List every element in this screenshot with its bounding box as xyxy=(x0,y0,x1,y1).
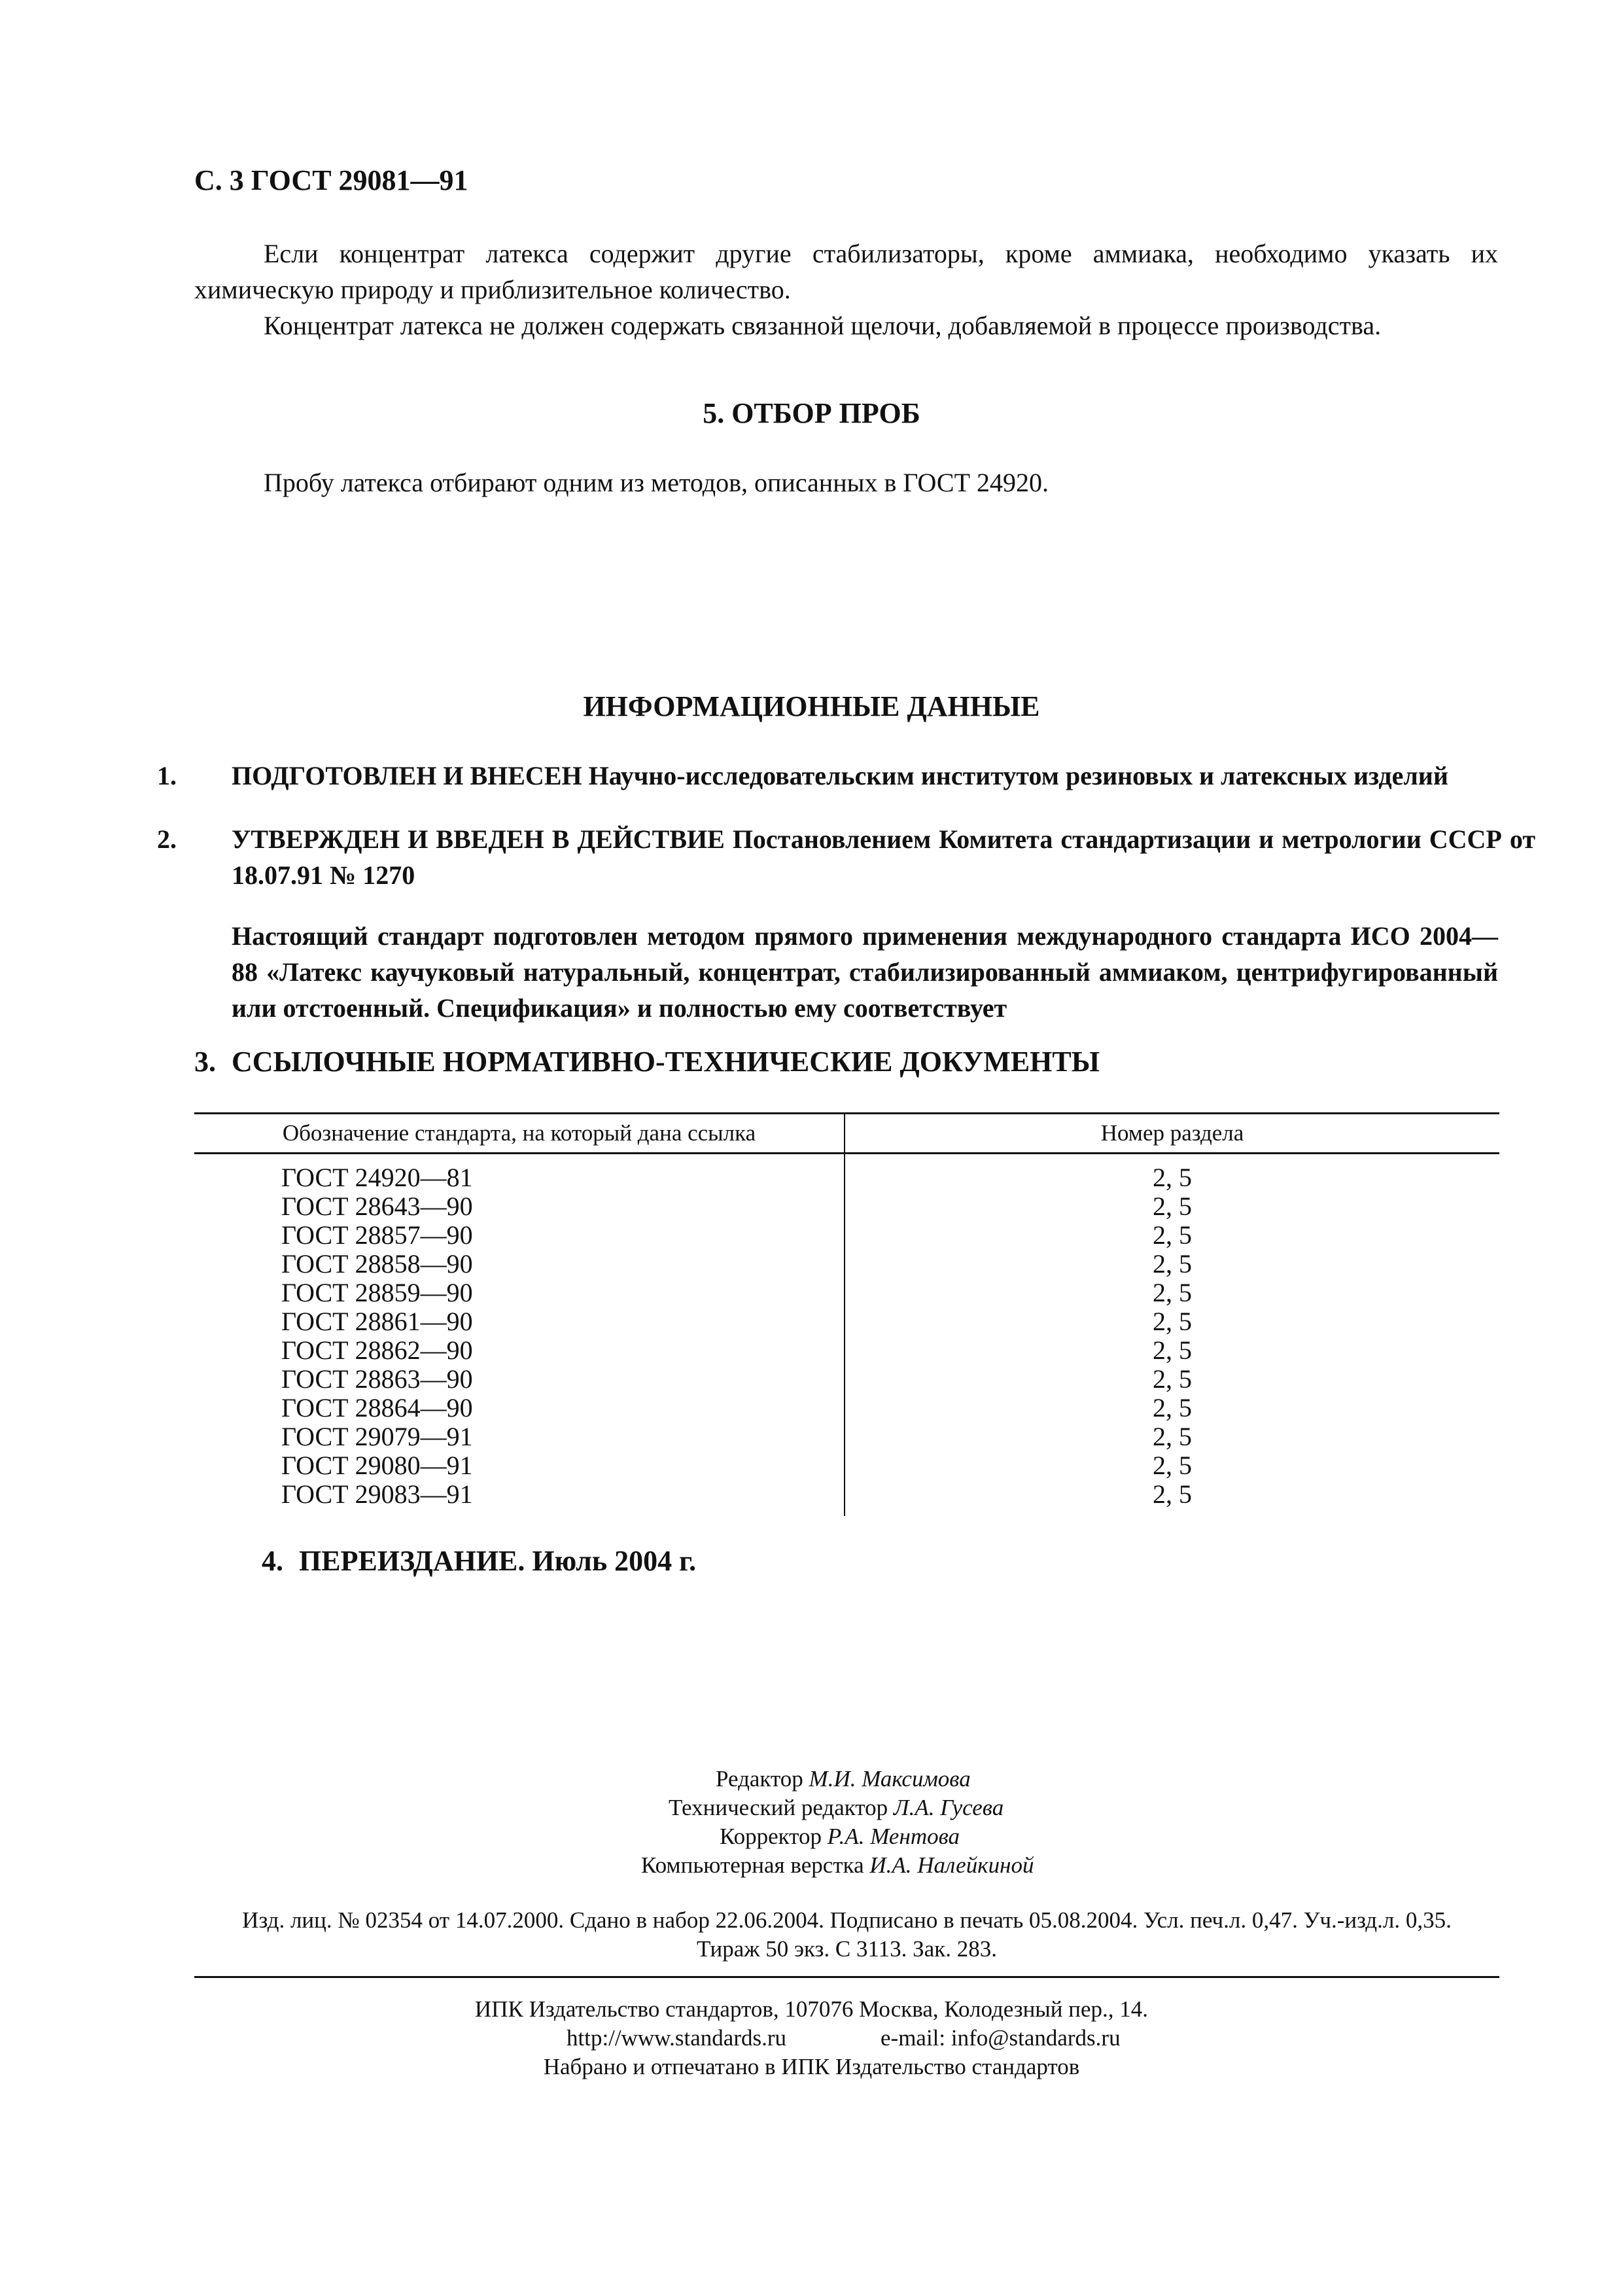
page-header: С. 3 ГОСТ 29081—91 xyxy=(194,164,468,196)
credit-editor xyxy=(716,1765,971,1793)
table-cell-designation: ГОСТ 28863—90 xyxy=(281,1364,473,1394)
table-cell-designation: ГОСТ 28862—90 xyxy=(281,1335,473,1365)
publisher-line-3: Набрано и отпечатано в ИПК Издательство стандартов xyxy=(543,2054,1080,2079)
table-cell-section: 2, 5 xyxy=(1153,1479,1192,1509)
publisher-rule xyxy=(194,1976,1499,1978)
credit-tech-editor-role: Технический редактор xyxy=(669,1795,888,1820)
table-cell-designation: ГОСТ 28864—90 xyxy=(281,1393,473,1422)
info-item-2 xyxy=(157,821,1535,893)
credit-editor-role: Редактор xyxy=(716,1766,803,1792)
table-cell-designation: ГОСТ 28643—90 xyxy=(281,1192,473,1221)
info-item-3-num: 3. xyxy=(194,1046,216,1078)
info-note: Настоящий стандарт подготовлен методом прямого применения международного стандарта ИСО 2004—88 «Латекс каучуковый натуральный, концентрат, стабилизированный аммиаком, центрифугированный или отстоенный. Спецификация» и полностью ему соответствует xyxy=(232,921,1498,1023)
section-5-text-content: Пробу латекса отбирают одним из методов, описанных в ГОСТ 24920. xyxy=(264,468,1049,497)
info-item-1 xyxy=(157,758,1535,794)
table-cell-designation: ГОСТ 29079—91 xyxy=(281,1422,473,1451)
credit-tech-editor-name: Л.А. Гусева xyxy=(893,1795,1004,1820)
paragraph-alkali xyxy=(194,308,1498,344)
info-item-1-text: ПОДГОТОВЛЕН И ВНЕСЕН Научно-исследовательским институтом резиновых и латексных изделий xyxy=(232,761,1448,790)
info-title: ИНФОРМАЦИОННЫЕ ДАННЫЕ xyxy=(583,690,1040,722)
credit-layout-name: И.А. Налейкиной xyxy=(869,1852,1034,1878)
table-cell-designation: ГОСТ 28859—90 xyxy=(281,1278,473,1307)
credit-layout xyxy=(641,1852,1034,1879)
section-5-text xyxy=(194,465,1498,501)
publisher-email[interactable]: e-mail: info@standards.ru xyxy=(881,2025,1121,2051)
table-header-designation: Обозначение стандарта, на который дана ссылка xyxy=(282,1120,756,1146)
table-header-rule xyxy=(194,1152,1499,1154)
table-cell-section: 2, 5 xyxy=(1153,1192,1192,1221)
table-cell-designation: ГОСТ 29083—91 xyxy=(281,1479,473,1509)
info-item-3 xyxy=(194,1045,1100,1078)
credit-proofreader-name: Р.А. Ментова xyxy=(827,1824,960,1849)
info-item-4-num: 4. xyxy=(262,1545,283,1577)
table-cell-section: 2, 5 xyxy=(1153,1278,1192,1307)
section-5-title: 5. ОТБОР ПРОБ xyxy=(703,397,920,429)
table-cell-designation: ГОСТ 24920—81 xyxy=(281,1163,473,1192)
table-cell-section: 2, 5 xyxy=(1153,1364,1192,1394)
credit-editor-name: М.И. Максимова xyxy=(809,1766,971,1792)
table-cell-section: 2, 5 xyxy=(1153,1307,1192,1336)
info-item-3-text: ССЫЛОЧНЫЕ НОРМАТИВНО-ТЕХНИЧЕСКИЕ ДОКУМЕНТЫ xyxy=(232,1046,1100,1078)
table-top-rule xyxy=(194,1112,1499,1114)
table-cell-section: 2, 5 xyxy=(1153,1422,1192,1451)
table-cell-designation: ГОСТ 29080—91 xyxy=(281,1451,473,1480)
publisher-url[interactable]: http://www.standards.ru xyxy=(567,2025,787,2051)
table-cell-designation: ГОСТ 28858—90 xyxy=(281,1249,473,1279)
imprint-line-2: Тираж 50 экз. С 3113. Зак. 283. xyxy=(697,1936,997,1962)
info-item-2-text: УТВЕРЖДЕН И ВВЕДЕН В ДЕЙСТВИЕ Постановлением Комитета стандартизации и метрологии СССР от 18.07.91 № 1270 xyxy=(232,824,1535,890)
info-item-2-num: 2. xyxy=(157,824,177,854)
paragraph-stabilizers-text: Если концентрат латекса содержит другие стабилизаторы, кроме аммиака, необходимо указать их химическую природу и приблизительное количество. xyxy=(194,239,1498,304)
paragraph-stabilizers xyxy=(194,236,1498,308)
imprint-line-1: Изд. лиц. № 02354 от 14.07.2000. Сдано в набор 22.06.2004. Подписано в печать 05.08.2004. Усл. печ.л. 0,47. Уч.-изд.л. 0,35. xyxy=(242,1907,1452,1933)
credit-proofreader-role: Корректор xyxy=(720,1824,822,1849)
info-item-4-text: ПЕРЕИЗДАНИЕ. Июль 2004 г. xyxy=(299,1545,697,1577)
paragraph-alkali-text: Концентрат латекса не должен содержать связанной щелочи, добавляемой в процессе производства. xyxy=(264,311,1382,340)
table-cell-section: 2, 5 xyxy=(1153,1220,1192,1250)
table-cell-section: 2, 5 xyxy=(1153,1393,1192,1422)
table-cell-section: 2, 5 xyxy=(1153,1335,1192,1365)
credit-tech-editor xyxy=(669,1794,1003,1822)
table-cell-section: 2, 5 xyxy=(1153,1249,1192,1279)
credit-proofreader xyxy=(720,1823,960,1850)
table-cell-designation: ГОСТ 28861—90 xyxy=(281,1307,473,1336)
publisher-line-1: ИПК Издательство стандартов, 107076 Москва, Колодезный пер., 14. xyxy=(474,1996,1149,2022)
table-cell-designation: ГОСТ 28857—90 xyxy=(281,1220,473,1250)
info-item-4 xyxy=(262,1544,696,1578)
table-cell-section: 2, 5 xyxy=(1153,1163,1192,1192)
credit-layout-role: Компьютерная верстка xyxy=(641,1852,864,1878)
info-item-1-num: 1. xyxy=(157,761,177,790)
table-cell-section: 2, 5 xyxy=(1153,1451,1192,1480)
table-header-section: Номер раздела xyxy=(1100,1120,1244,1146)
